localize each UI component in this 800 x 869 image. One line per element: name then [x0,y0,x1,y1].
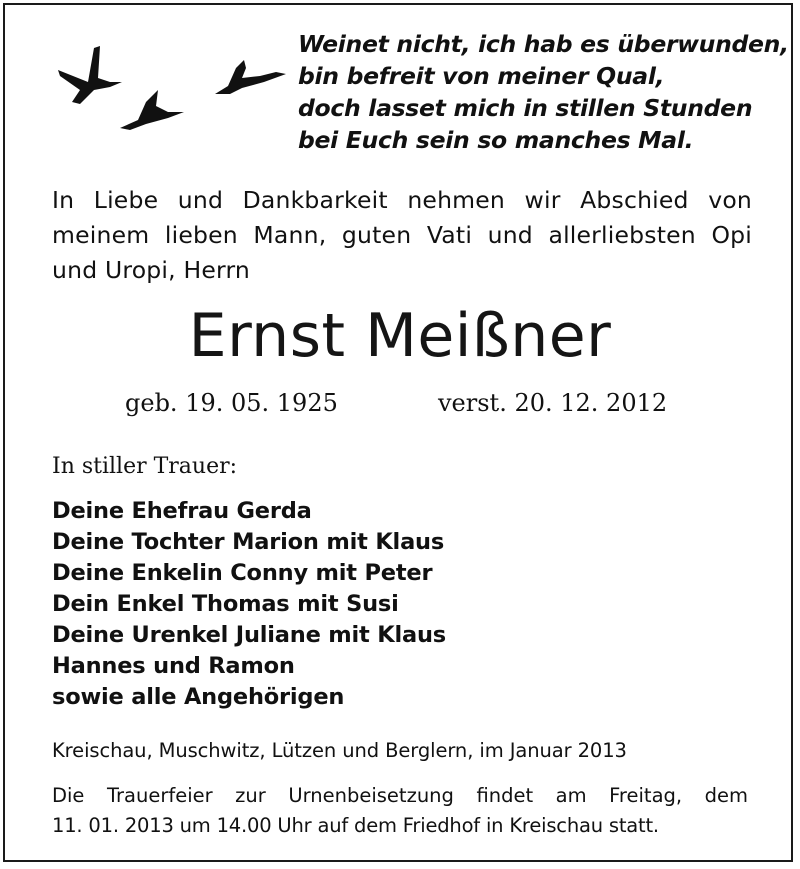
mourner-item: Deine Tochter Marion mit Klaus [52,529,445,555]
ceremony-line: Die Trauerfeier zur Urnenbeisetzung findet am Freitag, dem [52,784,748,807]
poem-line: bei Euch sein so manches Mal. [298,126,694,154]
mourner-item: Hannes und Ramon [52,653,295,679]
mourner-item: Deine Urenkel Juliane mit Klaus [52,622,446,648]
poem-line: bin befreit von meiner Qual, [298,62,665,90]
ceremony-line: 11. 01. 2013 um 14.00 Uhr auf dem Friedhof in Kreischau statt. [52,814,659,837]
intro-text [52,183,752,288]
mourner-item: Deine Ehefrau Gerda [52,498,312,524]
death-date: verst. 20. 12. 2012 [438,389,668,417]
poem-verse [298,28,789,156]
intro-line: meinem lieben Mann, guten Vati und allerliebsten Opi [52,221,752,249]
ceremony-info [52,781,748,841]
mourner-item: sowie alle Angehörigen [52,684,345,710]
poem-line: doch lasset mich in stillen Stunden [298,94,753,122]
mourners-list [52,496,446,713]
intro-line: und Uropi, Herrn [52,256,251,284]
poem-line: Weinet nicht, ich hab es überwunden, [298,30,789,58]
place-date: Kreischau, Muschwitz, Lützen und Berglern, im Januar 2013 [52,739,627,762]
mourner-item: Deine Enkelin Conny mit Peter [52,560,433,586]
intro-line: In Liebe und Dankbarkeit nehmen wir Abschied von [52,186,752,214]
birth-date: geb. 19. 05. 1925 [125,389,338,417]
mourning-label: In stiller Trauer: [52,454,238,479]
deceased-name: Ernst Meißner [188,301,612,371]
flying-birds-icon [50,38,295,138]
mourner-item: Dein Enkel Thomas mit Susi [52,591,399,617]
